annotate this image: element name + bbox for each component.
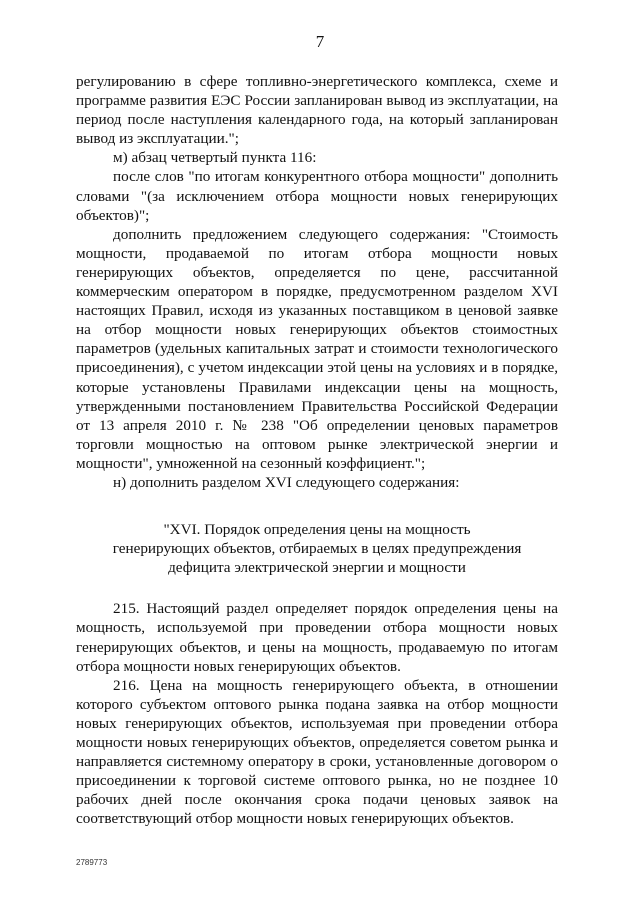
paragraph: дополнить предложением следующего содержания: "Стоимость мощности, продаваемой по итогам отбора мощности новых генерирующих объектов, определяется по цене, рассчитанной коммерческим оператором в порядке, предусмотренном разделом XVI настоящих Правил, исходя из указанных поставщиком в ценовой заявке на отбор мощности новых генерирующих объектов стоимостных параметров (удельных капитальных затрат и стоимости технологического присоединения), с учетом индексации этой цены на условиях и в порядке, которые установлены Правилами индексации цены на мощность, утвержденными постановлением Правительства Российской Федерации от 13 апреля 2010 г. № 238 "Об определении ценовых параметров торговли мощностью на оптовом рынке электрической энергии и мощности", умноженной на сезонный коэффициент."; bbox=[76, 225, 558, 472]
paragraph: 215. Настоящий раздел определяет порядок определения цены на мощность, используемой при проведении отбора мощности новых генерирующих объектов, и цены на мощность, продаваемую по итогам отбора мощности новых генерирующих объектов. bbox=[76, 600, 558, 675]
paragraph: после слов "по итогам конкурентного отбора мощности" дополнить словами "(за исключением отбора мощности новых генерирующих объектов)"; bbox=[76, 168, 558, 224]
section-heading bbox=[76, 520, 558, 577]
paragraph: 216. Цена на мощность генерирующего объекта, в отношении которого субъектом оптового рынка подана заявка на отбор мощности новых генерирующих объектов, используемая при проведении отбора мощности новых генерирующих объектов, определяется советом рынка и направляется системному оператору в сроки, установленные договором о присоединении к торговой системе оптового рынка, но не позднее 10 рабочих дней после окончания срока подачи ценовых заявок на соответствующий отбор мощности новых генерирующих объектов. bbox=[76, 676, 558, 828]
section-heading-line: генерирующих объектов, отбираемых в целях предупреждения bbox=[112, 540, 522, 558]
document-body bbox=[76, 72, 558, 828]
paragraph: регулированию в сфере топливно-энергетического комплекса, схеме и программе развития ЕЭС России запланирован вывод из эксплуатации, на период после наступления календарного года, на который запланирован вывод из эксплуатации."; bbox=[76, 73, 558, 148]
paragraph: м) абзац четвертый пункта 116: bbox=[113, 149, 317, 167]
section-heading-line: "XVI. Порядок определения цены на мощность bbox=[163, 521, 471, 539]
paragraph: н) дополнить разделом XVI следующего содержания: bbox=[113, 473, 460, 491]
section-heading-line: дефицита электрической энергии и мощности bbox=[168, 559, 466, 577]
page-number: 7 bbox=[315, 32, 325, 51]
document-code: 2789773 bbox=[76, 858, 108, 867]
